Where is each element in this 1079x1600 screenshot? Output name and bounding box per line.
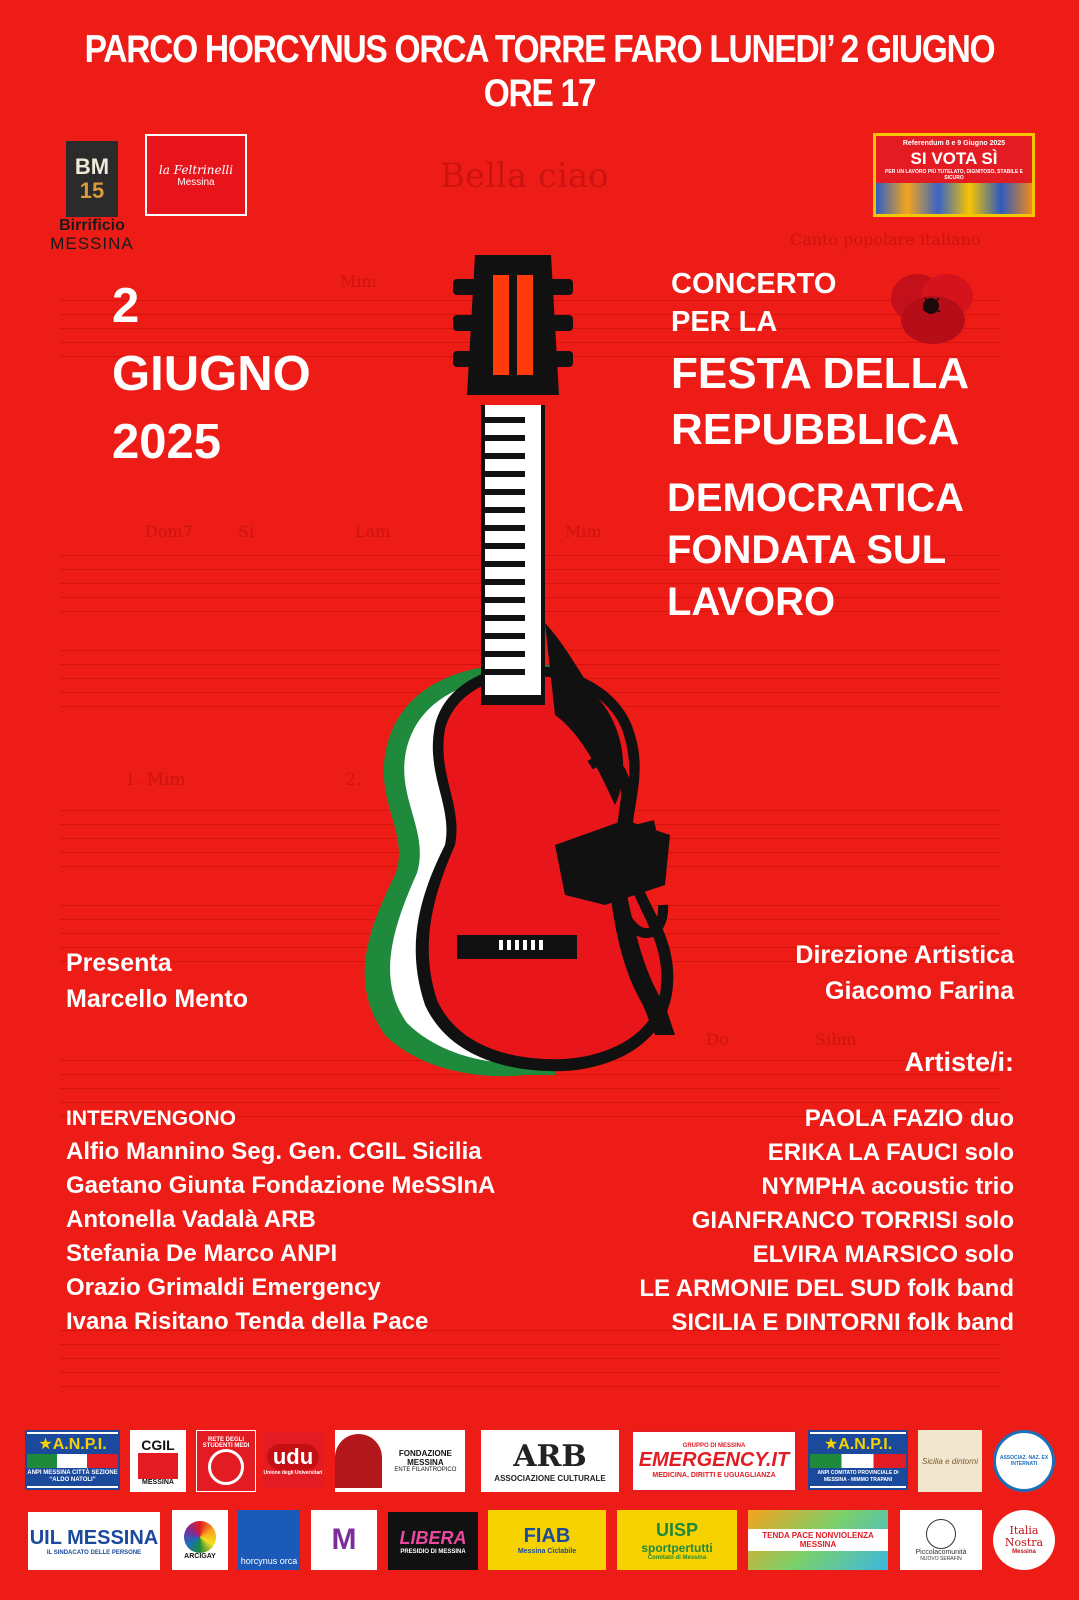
cgil-red-square <box>138 1453 178 1479</box>
emergency-logo <box>631 1430 797 1492</box>
birrificio-logo-line4: MESSINA <box>50 234 134 253</box>
italianostra-title: Italia Nostra <box>1004 1524 1044 1549</box>
libera-title: LIBERA <box>399 1527 467 1548</box>
sicilia-title: Sicilia e dintorni <box>921 1456 979 1466</box>
concert-line: REPUBBLICA <box>671 405 960 454</box>
udu-logo <box>263 1432 323 1488</box>
rete-circle-icon <box>208 1449 244 1485</box>
fondazione-arch-icon <box>335 1434 382 1488</box>
feltrinelli-line1: la Feltrinelli <box>158 162 234 177</box>
guitar-trumpet-illustration <box>325 245 695 1080</box>
artistic-director-name: Giacomo Farina <box>825 977 1014 1005</box>
chord-label: 2. <box>345 770 362 790</box>
referendum-si-vota-si-banner <box>873 133 1035 217</box>
speaker-item: Orazio Grimaldi Emergency <box>66 1274 381 1301</box>
horcynus-title: horcynus orca <box>240 1556 298 1566</box>
anpi2-title: ★A.N.P.I. <box>810 1434 906 1454</box>
piccolo-sub: NUOVO SERAFIN <box>920 1555 962 1562</box>
italia-nostra-logo <box>993 1510 1055 1570</box>
arcigay-logo <box>172 1510 228 1570</box>
libera-logo <box>388 1512 478 1570</box>
uisp-sub2: Comitato di Messina <box>647 1554 707 1561</box>
speaker-item: Alfio Mannino Seg. Gen. CGIL Sicilia <box>66 1138 482 1165</box>
artist-item: GIANFRANCO TORRISI solo <box>691 1207 1014 1234</box>
speaker-item: Stefania De Marco ANPI <box>66 1240 338 1267</box>
presenter-name: Marcello Mento <box>66 985 248 1013</box>
chord-label: Mim <box>565 522 602 541</box>
birrificio-logo-line2: 15 <box>79 178 105 203</box>
speakers-list <box>66 1135 495 1339</box>
chord-label: Mim <box>340 272 377 291</box>
associazione-ex-internati-logo <box>993 1430 1055 1492</box>
presenter-block <box>66 945 248 1017</box>
cgil-title: CGIL <box>141 1436 175 1453</box>
anpi-flag-stripes <box>27 1454 118 1468</box>
concert-line: CONCERTO <box>671 268 837 300</box>
event-location-title: PARCO HORCYNUS ORCA TORRE FARO LUNEDI’ 2 GIUGNO ORE 17 <box>84 28 995 115</box>
poppy-flower-icon <box>885 268 981 348</box>
piccola-comunita-logo <box>900 1510 982 1570</box>
fondazione-messina-logo <box>335 1430 465 1492</box>
chord-label: Dom7 <box>145 522 193 541</box>
uil-sub: IL SINDACATO DELLE PERSONE <box>46 1549 142 1556</box>
concert-heading <box>671 265 836 341</box>
speakers-heading: INTERVENGONO <box>66 1107 236 1130</box>
birrificio-messina-logo <box>40 136 144 258</box>
speaker-item: Ivana Risitano Tenda della Pace <box>66 1308 429 1335</box>
italianostra-sub: Messina <box>1012 1549 1036 1555</box>
artist-item: SICILIA E DINTORNI folk band <box>671 1309 1014 1336</box>
anpi-comitato-provinciale-logo <box>808 1430 908 1490</box>
staff-lines <box>60 1330 1000 1400</box>
artist-item: LE ARMONIE DEL SUD folk band <box>639 1275 1014 1302</box>
fiab-logo <box>488 1510 606 1570</box>
concert-line: LAVORO <box>667 580 836 624</box>
artist-item: ELVIRA MARSICO solo <box>752 1241 1014 1268</box>
libera-sub: PRESIDIO DI MESSINA <box>400 1548 466 1555</box>
referendum-line3: PER UN LAVORO PIÙ TUTELATO, DIGNITOSO, STABILE E SICURO <box>885 169 1023 181</box>
event-date <box>112 272 311 476</box>
song-subtitle: Canto popolare italiano <box>790 230 981 249</box>
arcigay-title: ARCIGAY <box>184 1552 216 1560</box>
referendum-line2: SI VOTA SÌ <box>910 149 998 168</box>
artist-item: ERIKA LA FAUCI solo <box>767 1139 1014 1166</box>
birrificio-logo-line3: Birrificio <box>59 217 125 234</box>
concert-line: FONDATA SUL <box>667 528 947 572</box>
anpi2-sub: ANPI COMITATO PROVINCIALE DI MESSINA - MIMMO TRAPANI <box>810 1468 906 1486</box>
emergency-top: GRUPPO DI MESSINA <box>682 1443 746 1449</box>
sicilia-e-dintorni-logo <box>918 1430 982 1492</box>
internati-title: ASSOCIAZ. NAZ. EX INTERNATI <box>999 1455 1049 1467</box>
chord-label: Do <box>706 1030 729 1049</box>
feltrinelli-logo <box>145 134 247 216</box>
anpi-title: ★A.N.P.I. <box>27 1434 118 1454</box>
horcynus-orca-logo <box>238 1510 300 1570</box>
artist-item: NYMPHA acoustic trio <box>761 1173 1014 1200</box>
date-month: GIUGNO <box>112 347 311 401</box>
arb-associazione-culturale-logo <box>481 1430 619 1492</box>
date-day: 2 <box>112 279 140 333</box>
date-year: 2025 <box>112 415 222 469</box>
speaker-item: Gaetano Giunta Fondazione MeSSInA <box>66 1172 496 1199</box>
festa-repubblica-title <box>671 346 969 458</box>
concert-line: PER LA <box>671 306 778 338</box>
fondazione-sub: ENTE FILANTROPICO <box>394 1467 457 1473</box>
chord-label: Lam <box>355 522 391 541</box>
emergency-sub: MEDICINA, DIRITTI E UGUAGLIANZA <box>652 1472 776 1479</box>
piccolo-title: Piccolacomunità <box>915 1548 967 1556</box>
fiab-sub: Messina Ciclabile <box>517 1548 577 1555</box>
rete-studenti-logo <box>196 1430 256 1492</box>
uil-title: UIL MESSINA <box>29 1526 159 1549</box>
song-title: Bella ciao <box>440 156 609 196</box>
artists-heading: Artiste/i: <box>904 1047 1014 1077</box>
chord-label: Sibm <box>815 1030 857 1049</box>
tenda-pace-nonviolenza-logo <box>748 1510 888 1570</box>
concert-line: DEMOCRATICA <box>667 476 965 520</box>
anpi2-flag-stripes <box>810 1454 906 1468</box>
democratica-subtitle <box>667 472 964 628</box>
referendum-photo-strip <box>876 183 1032 214</box>
chord-label: 1. Mim <box>125 770 186 790</box>
feltrinelli-line2: Messina <box>177 176 215 188</box>
artists-list <box>639 1102 1014 1340</box>
cgil-sub: MESSINA <box>142 1478 174 1486</box>
fiab-title: FIAB <box>523 1525 571 1547</box>
presenter-label: Presenta <box>66 949 172 977</box>
udu-sub: Unione degli Universitari <box>263 1470 323 1476</box>
m-logo <box>311 1510 377 1570</box>
artistic-direction-label: Direzione Artistica <box>795 941 1014 969</box>
birrificio-logo-line1: BM <box>74 154 110 179</box>
artist-item: PAOLA FAZIO duo <box>804 1105 1014 1132</box>
concert-line: FESTA DELLA <box>671 349 970 398</box>
arb-sub: ASSOCIAZIONE CULTURALE <box>494 1474 606 1483</box>
fondazione-title: FONDAZIONE MESSINA <box>398 1449 452 1467</box>
cgil-messina-logo <box>130 1430 186 1492</box>
artistic-direction-block <box>795 937 1014 1009</box>
anpi-messina-citta-logo <box>25 1430 120 1490</box>
tenda-title: TENDA PACE NONVIOLENZA MESSINA <box>748 1529 888 1551</box>
arcigay-circle-icon <box>184 1521 216 1553</box>
uisp-logo <box>617 1510 737 1570</box>
uisp-sub: sportpertutti <box>641 1540 713 1555</box>
anpi-sub: ANPI MESSINA CITTÀ SEZIONE “ALDO NATOLI” <box>27 1468 118 1486</box>
emergency-title: EMERGENCY.IT <box>638 1449 790 1471</box>
uisp-title: UISP <box>655 1519 698 1540</box>
speaker-item: Antonella Vadalà ARB <box>66 1206 316 1233</box>
uil-messina-logo <box>28 1512 160 1570</box>
chord-label: Si <box>238 522 255 541</box>
udu-title: udu <box>267 1444 319 1470</box>
arb-title: ARB <box>513 1439 587 1474</box>
referendum-line1: Referendum 8 e 9 Giugno 2025 <box>902 140 1006 147</box>
piccola-comunita-circle-icon <box>926 1519 956 1549</box>
m-title: M <box>331 1523 357 1556</box>
rete-title: RETE DEGLI STUDENTI MEDI <box>202 1437 250 1449</box>
